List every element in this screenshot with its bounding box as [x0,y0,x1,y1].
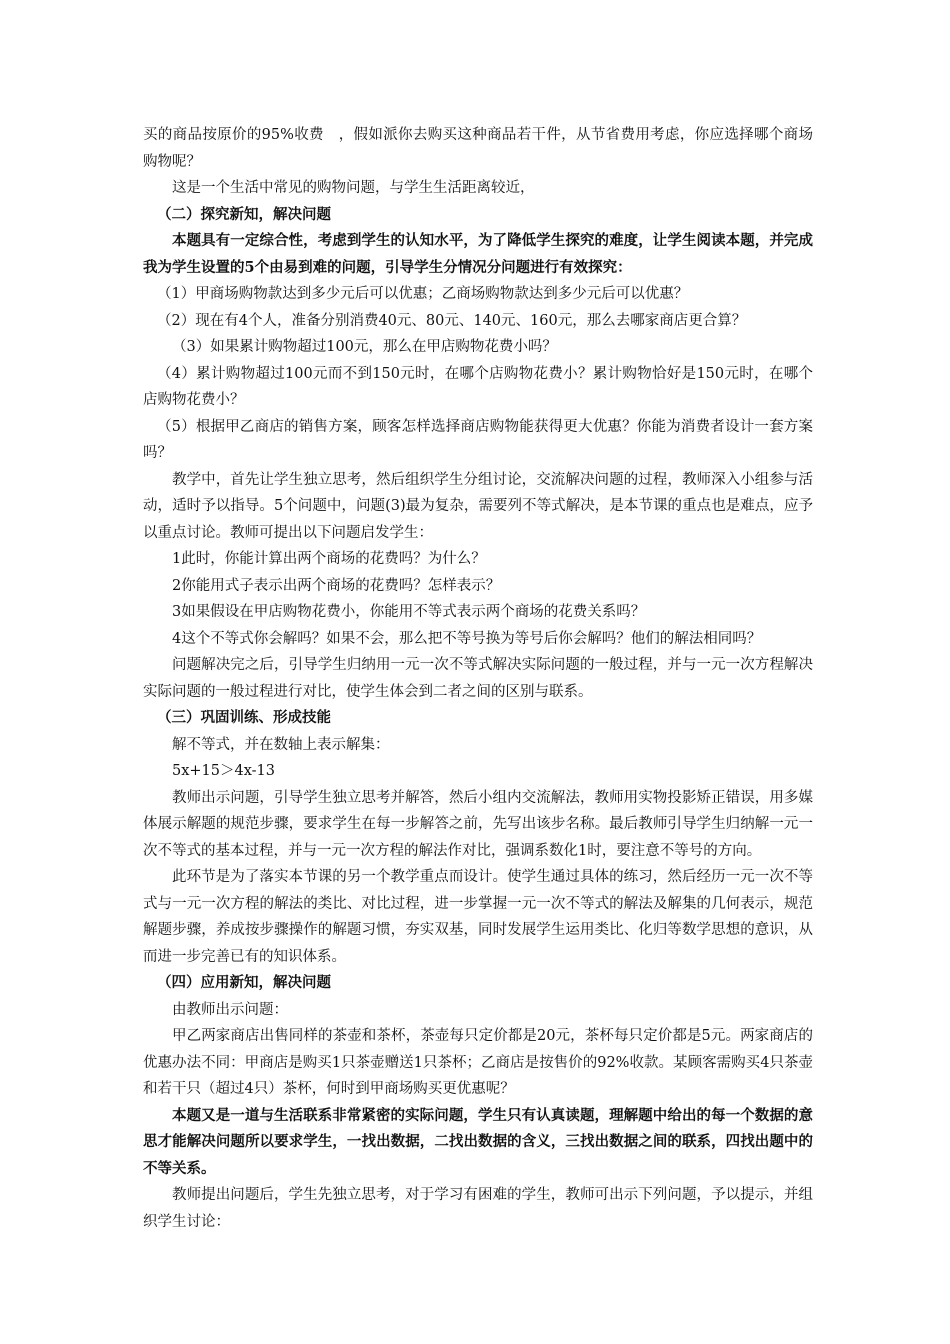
section-heading-practice: （三）巩固训练、形成技能 [157,709,331,726]
document-page [143,122,813,1235]
paragraph-discussion-prompt: 教师提出问题后，学生先独立思考，对于学习有困难的学生，教师可出示下列问题，予以提示，并组织学生讨论： [143,1187,813,1230]
paragraph-problem-analysis: 本题又是一道与生活联系非常紧密的实际问题，学生只有认真读题，理解题中给出的每一个数据的意思才能解决问题所以要求学生，一找出数据，二找出数据的含义，三找出数据之间的联系，四找出题中的不等关系。 [143,1106,813,1177]
prompt-question-3: 3如果假设在甲店购物花费小，你能用不等式表示两个商场的花费关系吗？ [172,604,646,620]
section-heading-apply: （四）应用新知，解决问题 [157,974,331,991]
question-2: （2）现在有4个人，准备分别消费40元、80元、140元、160元，那么去哪家商店更合算？ [157,312,747,329]
question-4: （4）累计购物超过100元而不到150元时，在哪个店购物花费小？累计购物恰好是150元时，在哪个店购物花费小？ [143,365,813,408]
question-5: （5）根据甲乙商店的销售方案，顾客怎样选择商店购物能获得更大优惠？你能为消费者设计一套方案吗？ [143,418,813,461]
question-3: （3）如果累计购物超过100元，那么在甲店购物花费小吗？ [172,339,557,355]
paragraph-exercise-instruction: 解不等式，并在数轴上表示解集： [172,736,390,753]
paragraph-practice-purpose: 此环节是为了落实本节课的另一个教学重点而设计。使学生通过具体的练习，然后经历一元一次不等式与一元一次方程的解法的类比、对比过程，进一步掌握一元一次不等式的解法及解集的几何表示，规范解题步骤，养成按步骤操作的解题习惯，夯实双基，同时发展学生运用类比、化归等数学思想的意识，从而进一步完善已有的知识体系。 [143,869,813,965]
question-1: （1）甲商场购物款达到多少元后可以优惠；乙商场购物款达到多少元后可以优惠？ [157,286,689,302]
paragraph-practice-method: 教师出示问题，引导学生独立思考并解答，然后小组内交流解法，教师用实物投影矫正错误，用多媒体展示解题的规范步骤，要求学生在每一步解答之前，先写出该步名称。最后教师引导学生归纳解一元一次不等式的基本过程，并与一元一次方程的解法作对比，强调系数化1时，要注意不等号的方向。 [143,789,813,859]
paragraph-price-intro: 买的商品按原价的95%收费 ，假如派你去购买这种商品若干件，从节省费用考虑，你应选择哪个商场购物呢？ [143,127,813,170]
inequality-expression: 5x+15＞4x-13 [172,763,276,779]
paragraph-summary: 问题解决完之后，引导学生归纳用一元一次不等式解决实际问题的一般过程，并与一元一次方程解决实际问题的一般过程进行对比，使学生体会到二者之间的区别与联系。 [143,657,813,700]
prompt-question-4: 4这个不等式你会解吗？如果不会，那么把不等号换为等号后你会解吗？他们的解法相同吗？ [172,630,762,647]
prompt-question-2: 2你能用式子表示出两个商场的花费吗？怎样表示？ [172,577,501,594]
paragraph-problem-context: 这是一个生活中常见的购物问题，与学生生活距离较近， [172,180,535,196]
paragraph-teapot-problem: 甲乙两家商店出售同样的茶壶和茶杯，茶壶每只定价都是20元，茶杯每只定价都是5元。两家商店的优惠办法不同：甲商店是购买1只茶壶赠送1只茶杯；乙商店是按售价的92%收款。某顾客需购买4只茶壶和若干只（超过4只）茶杯，何时到甲商场购买更优惠呢？ [143,1028,813,1097]
paragraph-teaching-process: 教学中，首先让学生独立思考，然后组织学生分组讨论，交流解决问题的过程，教师深入小组参与活动，适时予以指导。5个问题中，问题(3)最为复杂，需要列不等式解决，是本节课的重点也是难点，应予以重点讨论。教师可提出以下问题启发学生： [143,471,813,541]
paragraph-teacher-presents: 由教师出示问题： [172,1001,288,1018]
paragraph-explore-intro: 本题具有一定综合性，考虑到学生的认知水平，为了降低学生探究的难度，让学生阅读本题，并完成我为学生设置的5个由易到难的问题，引导学生分情况分问题进行有效探究： [143,232,813,276]
prompt-question-1: 1此时，你能计算出两个商场的花费吗？为什么？ [172,551,486,567]
section-heading-explore: （二）探究新知，解决问题 [157,205,331,223]
